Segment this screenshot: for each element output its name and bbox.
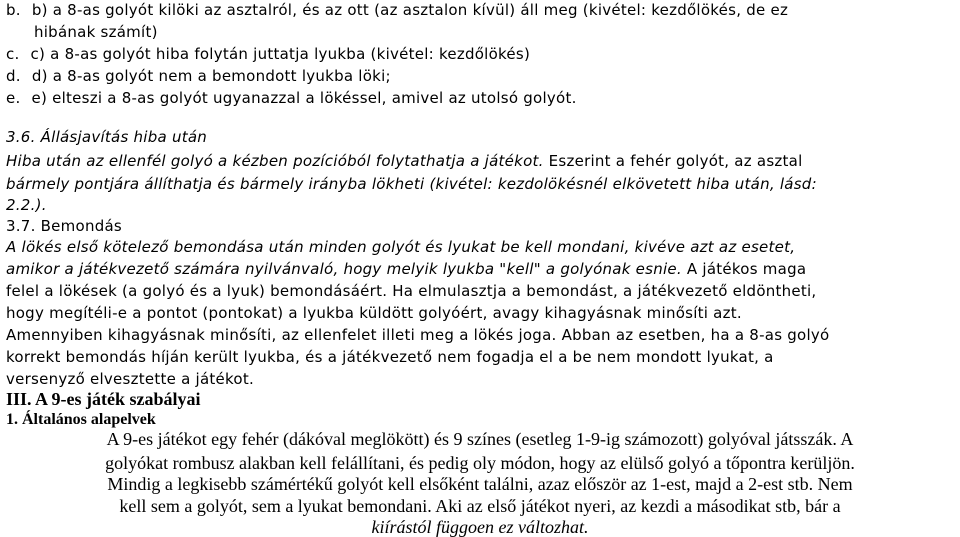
list-marker-e: e. <box>6 89 21 107</box>
section-3-7-line-1: A lökés első kötelező bemondása után minden golyót és lyukat be kell mondani, kivéve azt az esetet, <box>6 238 796 256</box>
section-3-7-line-3 <box>6 281 816 301</box>
section-3-7-line-5-b: Abban az esetben, ha a 8-as golyó <box>556 326 830 344</box>
section-3-7-line-5 <box>6 325 829 345</box>
list-text-c: c) a 8-as golyót hiba folytán juttatja lyukba (kivétel: kezdőlökés) <box>30 45 531 63</box>
section-3-7-line-3-b: Ha elmulasztja a bemondást, a játékvezető eldöntheti, <box>387 282 817 300</box>
list-text-d: d) a 8-as golyót nem a bemondott lyukba löki; <box>31 67 391 85</box>
list-item-c <box>6 44 530 64</box>
section-3-6-line-1 <box>6 151 803 171</box>
section-3-7-line-7: versenyző elvesztette a játékot. <box>6 370 254 388</box>
section-3-7-line-4: hogy megítéli-e a pontot (pontokat) a lyukba küldött golyóért, avagy kihagyásnak minősíti azt. <box>6 304 742 322</box>
section-3-7-italic-sentence: amikor a játékvezető számára nyilvánvaló, hogy melyik lyukba "kell" a golyónak esnie. <box>6 260 682 278</box>
part-iii-line-4: kell sem a golyót, sem a lyukat bemondani. Aki az első játékot nyeri, az kezdi a másodikat stb, bár a <box>119 496 841 516</box>
section-3-6-title: 3.6. Állásjavítás hiba után <box>6 128 208 146</box>
section-3-7-title: 3.7. Bemondás <box>6 217 122 235</box>
section-3-7-line-2 <box>6 259 806 279</box>
list-item-d <box>6 66 391 86</box>
section-3-6-line-2: bármely pontjára állíthatja és bármely irányba lökheti (kivétel: kezdolökésnél elkövetett hiba után, lásd: <box>6 175 817 193</box>
part-iii-line-1: A 9-es játékot egy fehér (dákóval meglökött) és 9 színes (esetleg 1-9-ig számozott) golyóval játsszák. A <box>106 429 854 449</box>
list-marker-b: b. <box>6 1 21 19</box>
part-iii-line-5: kiírástól függoen ez változhat. <box>371 517 589 537</box>
section-3-6-line-3: 2.2.). <box>6 196 47 214</box>
list-marker-c: c. <box>6 45 20 63</box>
section-3-6-line-1-rest: Eszerint a fehér golyót, az asztal <box>543 152 803 170</box>
section-3-7-line-2-rest: A játékos maga <box>681 260 807 278</box>
part-iii-line-2: golyókat rombusz alakban kell felállítani, és pedig oly módon, hogy az elülső golyó a tőpontra kerüljön. <box>105 453 855 473</box>
part-iii-subheading: 1. Általános alapelvek <box>6 411 156 428</box>
list-item-b <box>6 0 788 20</box>
list-text-b: b) a 8-as golyót kilöki az asztalról, és az ott (az asztalon kívül) áll meg (kivétel: kezdőlökés, de ez <box>31 1 789 19</box>
section-3-7-line-3-a: felel a lökések (a golyó és a lyuk) bemondásáért. <box>6 282 388 300</box>
section-3-6-italic-sentence: Hiba után az ellenfél golyó a kézben pozícióból folytathatja a játékot. <box>6 152 544 170</box>
part-iii-heading: III. A 9-es játék szabályai <box>6 389 201 409</box>
list-text-e: e) elteszi a 8-as golyót ugyanazzal a lökéssel, amivel az utolsó golyót. <box>31 89 577 107</box>
list-item-b-continuation: hibának számít) <box>34 23 158 41</box>
section-3-7-line-6: korrekt bemondás híján került lyukba, és a játékvezető nem fogadja el a be nem mondott lyukat, a <box>6 348 774 366</box>
part-iii-line-3: Mindig a legkisebb számértékű golyót kell elsőként találni, azaz először az 1-est, majd a 2-est stb. Nem <box>107 474 853 494</box>
list-item-e <box>6 88 577 108</box>
section-3-7-line-5-a: Amennyiben kihagyásnak minősíti, az ellenfelet illeti meg a lökés joga. <box>6 326 557 344</box>
list-marker-d: d. <box>6 67 21 85</box>
